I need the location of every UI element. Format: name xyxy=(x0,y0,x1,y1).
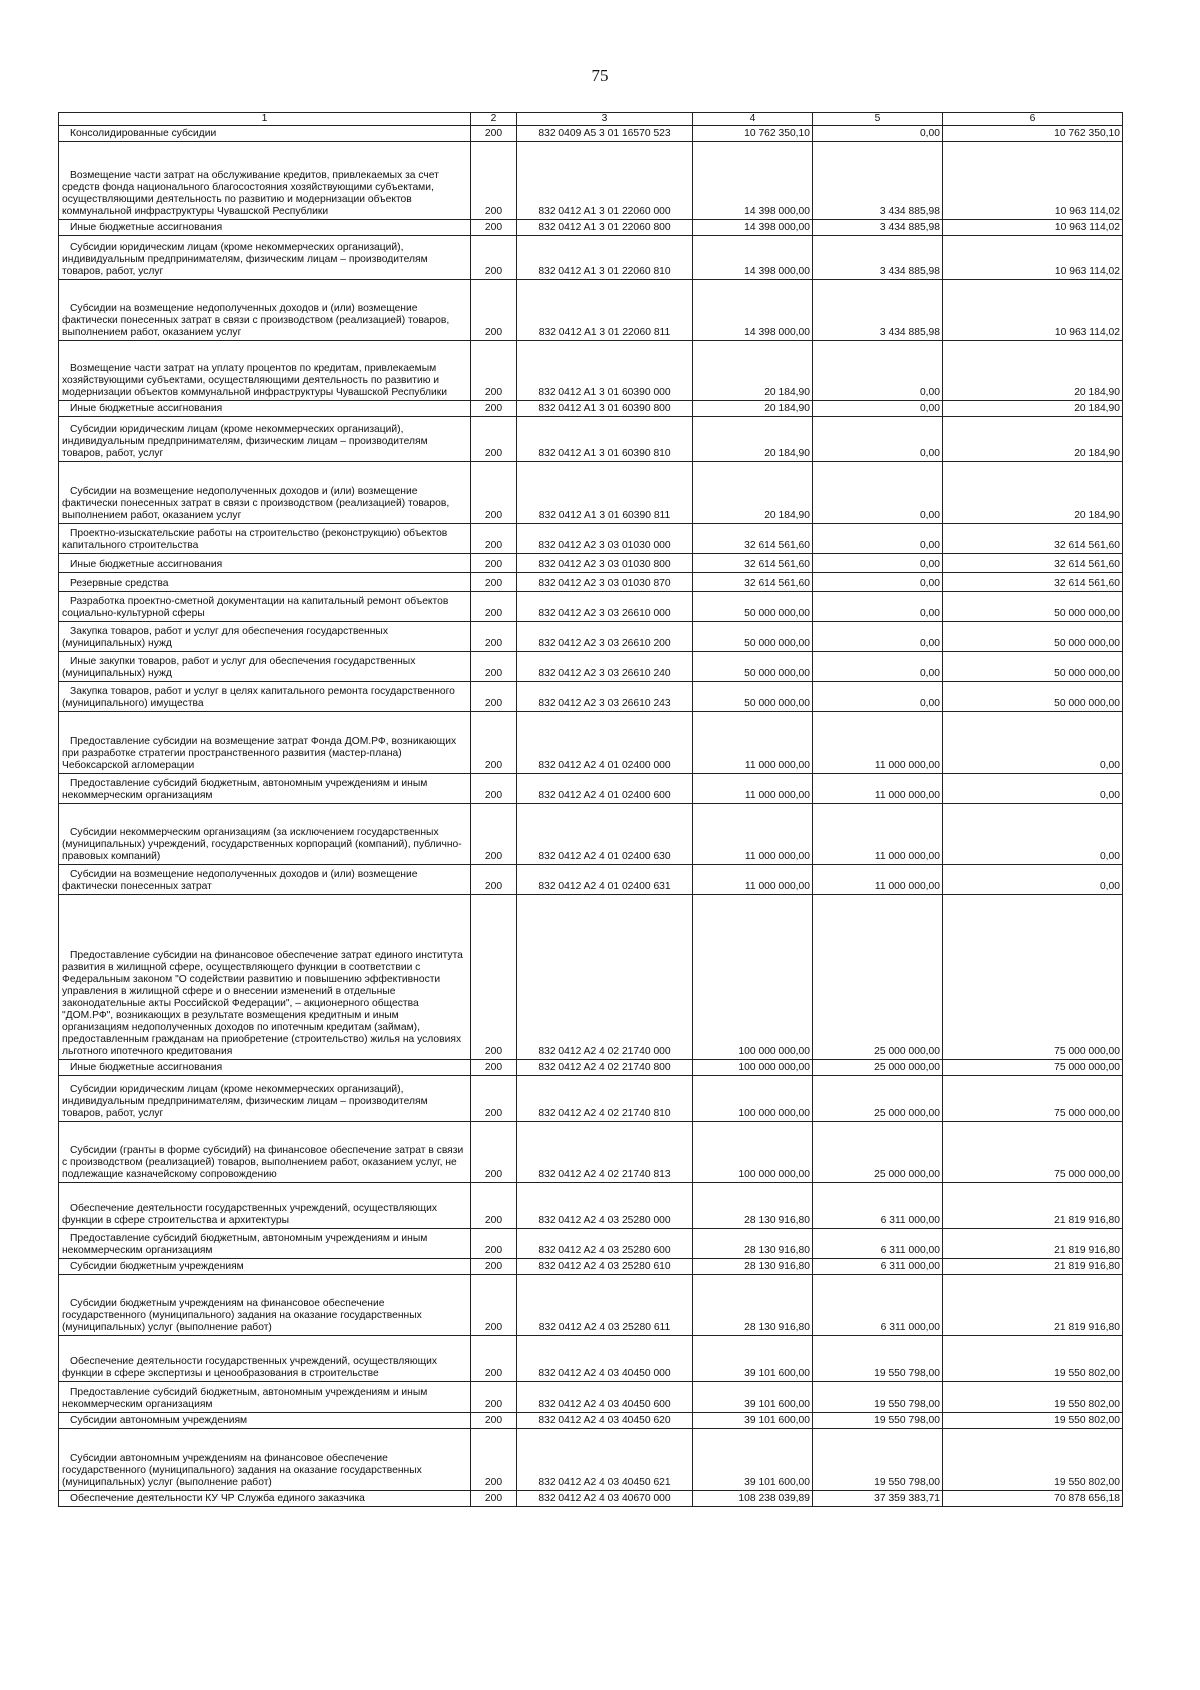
row-name-text: Предоставление субсидий бюджетным, автономным учреждениям и иным некоммерческим организациям xyxy=(62,1233,428,1256)
row-name-text: Консолидированные субсидии xyxy=(70,128,217,139)
row-value-col5: 25 000 000,00 xyxy=(813,895,943,1060)
row-name-cell xyxy=(59,774,471,804)
row-ved-cell: 200 xyxy=(471,774,517,804)
row-value-col5: 25 000 000,00 xyxy=(813,1122,943,1183)
row-value-col5: 37 359 383,71 xyxy=(813,1491,943,1507)
row-ved-cell: 200 xyxy=(471,1229,517,1259)
row-ved-cell: 200 xyxy=(471,1076,517,1122)
row-code-cell: 832 0412 A2 4 03 25280 000 xyxy=(517,1183,693,1229)
row-value-col4: 32 614 561,60 xyxy=(693,524,813,554)
row-name-cell xyxy=(59,401,471,417)
row-value-col6: 20 184,90 xyxy=(943,462,1123,524)
row-code-cell: 832 0412 A2 3 03 01030 800 xyxy=(517,554,693,573)
row-value-col5: 0,00 xyxy=(813,592,943,622)
row-value-col4: 28 130 916,80 xyxy=(693,1183,813,1229)
row-value-col4: 32 614 561,60 xyxy=(693,554,813,573)
row-name-text: Возмещение части затрат на уплату процентов по кредитам, привлекаемым хозяйствующими субъектами, осуществляющими деятельность по развитию и модернизации объектов коммунальной инфраструктуры Чувашской Республики xyxy=(62,363,447,398)
row-name-cell xyxy=(59,804,471,865)
row-value-col6: 10 762 350,10 xyxy=(943,126,1123,142)
row-value-col4: 50 000 000,00 xyxy=(693,652,813,682)
row-value-col6: 0,00 xyxy=(943,774,1123,804)
row-code-cell: 832 0412 A2 4 03 40450 000 xyxy=(517,1336,693,1382)
row-value-col5: 0,00 xyxy=(813,524,943,554)
table-row xyxy=(59,1491,1123,1507)
row-value-col6: 75 000 000,00 xyxy=(943,1060,1123,1076)
row-ved-cell: 200 xyxy=(471,280,517,341)
row-name-cell xyxy=(59,1336,471,1382)
row-value-col6: 32 614 561,60 xyxy=(943,573,1123,592)
row-ved-cell: 200 xyxy=(471,1429,517,1491)
row-code-cell: 832 0412 A2 3 03 26610 240 xyxy=(517,652,693,682)
row-value-col5: 0,00 xyxy=(813,554,943,573)
row-name-cell xyxy=(59,1060,471,1076)
row-value-col6: 0,00 xyxy=(943,804,1123,865)
row-ved-cell: 200 xyxy=(471,401,517,417)
column-header: 3 xyxy=(517,113,693,126)
row-code-cell: 832 0412 A2 4 03 40670 000 xyxy=(517,1491,693,1507)
row-name-cell xyxy=(59,573,471,592)
row-value-col6: 50 000 000,00 xyxy=(943,622,1123,652)
table-row xyxy=(59,1076,1123,1122)
row-ved-cell: 200 xyxy=(471,1259,517,1275)
row-name-text: Возмещение части затрат на обслуживание кредитов, привлекаемых за счет средств фонда национального благосостояния хозяйствующими субъектами, осуществляющими деятельность по развитию и модернизации объектов коммунальной инфраструктуры Чувашской Республики xyxy=(62,170,439,217)
row-value-col6: 21 819 916,80 xyxy=(943,1259,1123,1275)
table-row xyxy=(59,774,1123,804)
row-name-cell xyxy=(59,895,471,1060)
row-value-col6: 10 963 114,02 xyxy=(943,236,1123,280)
row-value-col4: 20 184,90 xyxy=(693,341,813,401)
row-value-col6: 50 000 000,00 xyxy=(943,592,1123,622)
row-value-col6: 0,00 xyxy=(943,865,1123,895)
row-code-cell: 832 0412 A2 3 03 01030 870 xyxy=(517,573,693,592)
row-value-col6: 75 000 000,00 xyxy=(943,1122,1123,1183)
row-ved-cell: 200 xyxy=(471,1122,517,1183)
row-value-col6: 75 000 000,00 xyxy=(943,1076,1123,1122)
row-code-cell: 832 0412 A2 3 03 26610 200 xyxy=(517,622,693,652)
row-value-col4: 11 000 000,00 xyxy=(693,774,813,804)
row-value-col5: 0,00 xyxy=(813,622,943,652)
row-name-text: Субсидии бюджетным учреждениям на финансовое обеспечение государственного (муниципального) задания на оказание государственных (муниципальных) услуг (выполнение работ) xyxy=(62,1298,422,1333)
row-value-col5: 0,00 xyxy=(813,573,943,592)
table-row xyxy=(59,554,1123,573)
row-name-text: Субсидии юридическим лицам (кроме некоммерческих организаций), индивидуальным предпринимателям, физическим лицам – производителям товаров, работ, услуг xyxy=(62,1084,428,1119)
table-row xyxy=(59,682,1123,712)
row-name-cell xyxy=(59,554,471,573)
row-value-col5: 6 311 000,00 xyxy=(813,1229,943,1259)
row-value-col5: 0,00 xyxy=(813,417,943,462)
row-name-cell xyxy=(59,341,471,401)
row-value-col5: 0,00 xyxy=(813,401,943,417)
row-ved-cell: 200 xyxy=(471,220,517,236)
row-value-col4: 14 398 000,00 xyxy=(693,280,813,341)
row-name-text: Субсидии некоммерческим организациям (за исключением государственных (муниципальных) учреждений, государственных корпораций (компаний), публично-правовых компаний) xyxy=(62,827,462,862)
row-value-col4: 20 184,90 xyxy=(693,462,813,524)
row-code-cell: 832 0412 A2 4 03 40450 621 xyxy=(517,1429,693,1491)
row-name-cell xyxy=(59,142,471,220)
row-value-col6: 32 614 561,60 xyxy=(943,524,1123,554)
row-name-cell xyxy=(59,1122,471,1183)
table-row xyxy=(59,1259,1123,1275)
row-value-col4: 100 000 000,00 xyxy=(693,1076,813,1122)
row-value-col4: 14 398 000,00 xyxy=(693,220,813,236)
page-number: 75 xyxy=(591,66,609,85)
table-row xyxy=(59,280,1123,341)
row-name-cell xyxy=(59,524,471,554)
row-value-col4: 100 000 000,00 xyxy=(693,1060,813,1076)
row-name-text: Предоставление субсидии на возмещение затрат Фонда ДОМ.РФ, возникающих при разработке стратегии пространственного развития (мастер-плана) Чебоксарской агломерации xyxy=(62,736,457,771)
row-value-col6: 21 819 916,80 xyxy=(943,1183,1123,1229)
table-row xyxy=(59,1413,1123,1429)
row-code-cell: 832 0412 A1 3 01 60390 811 xyxy=(517,462,693,524)
row-value-col5: 0,00 xyxy=(813,341,943,401)
table-row xyxy=(59,652,1123,682)
row-value-col6: 21 819 916,80 xyxy=(943,1229,1123,1259)
row-code-cell: 832 0412 A2 4 03 25280 611 xyxy=(517,1275,693,1336)
row-value-col6: 10 963 114,02 xyxy=(943,280,1123,341)
row-ved-cell: 200 xyxy=(471,524,517,554)
row-code-cell: 832 0412 A1 3 01 22060 800 xyxy=(517,220,693,236)
row-code-cell: 832 0409 A5 3 01 16570 523 xyxy=(517,126,693,142)
table-body xyxy=(59,126,1123,1507)
row-ved-cell: 200 xyxy=(471,462,517,524)
row-value-col6: 0,00 xyxy=(943,712,1123,774)
table-row xyxy=(59,592,1123,622)
table-row xyxy=(59,1429,1123,1491)
row-name-cell xyxy=(59,652,471,682)
row-value-col4: 39 101 600,00 xyxy=(693,1413,813,1429)
row-value-col5: 3 434 885,98 xyxy=(813,142,943,220)
row-name-text: Обеспечение деятельности КУ ЧР Служба единого заказчика xyxy=(70,1493,365,1504)
row-name-text: Субсидии бюджетным учреждениям xyxy=(70,1261,244,1272)
row-value-col5: 11 000 000,00 xyxy=(813,712,943,774)
row-value-col4: 50 000 000,00 xyxy=(693,682,813,712)
row-name-cell xyxy=(59,417,471,462)
row-name-text: Субсидии автономным учреждениям xyxy=(70,1415,248,1426)
row-value-col5: 25 000 000,00 xyxy=(813,1076,943,1122)
row-value-col4: 50 000 000,00 xyxy=(693,622,813,652)
row-ved-cell: 200 xyxy=(471,573,517,592)
row-name-cell xyxy=(59,1491,471,1507)
row-code-cell: 832 0412 A1 3 01 22060 811 xyxy=(517,280,693,341)
table-row xyxy=(59,1060,1123,1076)
row-value-col6: 50 000 000,00 xyxy=(943,652,1123,682)
table-row xyxy=(59,341,1123,401)
row-value-col6: 19 550 802,00 xyxy=(943,1429,1123,1491)
table-row xyxy=(59,573,1123,592)
row-name-text: Иные бюджетные ассигнования xyxy=(70,403,223,414)
table-row xyxy=(59,220,1123,236)
row-name-cell xyxy=(59,236,471,280)
row-ved-cell: 200 xyxy=(471,652,517,682)
row-value-col4: 32 614 561,60 xyxy=(693,573,813,592)
table-row xyxy=(59,1183,1123,1229)
row-value-col4: 28 130 916,80 xyxy=(693,1229,813,1259)
row-value-col6: 20 184,90 xyxy=(943,417,1123,462)
row-ved-cell: 200 xyxy=(471,895,517,1060)
row-ved-cell: 200 xyxy=(471,1275,517,1336)
row-value-col4: 100 000 000,00 xyxy=(693,895,813,1060)
table-row xyxy=(59,1336,1123,1382)
table-row xyxy=(59,126,1123,142)
row-name-text: Субсидии юридическим лицам (кроме некоммерческих организаций), индивидуальным предпринимателям, физическим лицам – производителям товаров, работ, услуг xyxy=(62,242,428,277)
column-header: 1 xyxy=(59,113,471,126)
row-code-cell: 832 0412 A2 3 03 26610 243 xyxy=(517,682,693,712)
row-ved-cell: 200 xyxy=(471,1491,517,1507)
row-ved-cell: 200 xyxy=(471,682,517,712)
table-header-row xyxy=(59,113,1123,126)
row-code-cell: 832 0412 A2 3 03 01030 000 xyxy=(517,524,693,554)
row-code-cell: 832 0412 A2 4 01 02400 630 xyxy=(517,804,693,865)
row-name-text: Резервные средства xyxy=(70,578,169,589)
row-value-col4: 20 184,90 xyxy=(693,417,813,462)
table-row xyxy=(59,417,1123,462)
row-ved-cell: 200 xyxy=(471,592,517,622)
row-name-cell xyxy=(59,1259,471,1275)
row-value-col5: 0,00 xyxy=(813,462,943,524)
row-value-col6: 19 550 802,00 xyxy=(943,1382,1123,1413)
row-code-cell: 832 0412 A1 3 01 60390 810 xyxy=(517,417,693,462)
row-value-col4: 11 000 000,00 xyxy=(693,865,813,895)
row-name-text: Субсидии на возмещение недополученных доходов и (или) возмещение фактически понесенных затрат xyxy=(62,869,418,892)
row-ved-cell: 200 xyxy=(471,417,517,462)
row-name-cell xyxy=(59,280,471,341)
row-name-cell xyxy=(59,1229,471,1259)
row-name-text: Обеспечение деятельности государственных учреждений, осуществляющих функции в сфере строительства и архитектуры xyxy=(62,1203,437,1226)
row-value-col4: 39 101 600,00 xyxy=(693,1429,813,1491)
row-value-col6: 19 550 802,00 xyxy=(943,1336,1123,1382)
row-value-col6: 50 000 000,00 xyxy=(943,682,1123,712)
row-name-cell xyxy=(59,1429,471,1491)
row-value-col5: 6 311 000,00 xyxy=(813,1259,943,1275)
row-name-text: Субсидии на возмещение недополученных доходов и (или) возмещение фактически понесенных затрат в связи с производством (реализацией) товаров, выполнением работ, оказанием услуг xyxy=(62,303,450,338)
table-row xyxy=(59,804,1123,865)
row-name-text: Иные закупки товаров, работ и услуг для обеспечения государственных (муниципальных) нужд xyxy=(62,656,416,679)
row-value-col6: 21 819 916,80 xyxy=(943,1275,1123,1336)
row-value-col5: 11 000 000,00 xyxy=(813,774,943,804)
row-name-cell xyxy=(59,1382,471,1413)
row-name-text: Иные бюджетные ассигнования xyxy=(70,222,223,233)
row-name-cell xyxy=(59,592,471,622)
row-name-cell xyxy=(59,462,471,524)
row-value-col4: 108 238 039,89 xyxy=(693,1491,813,1507)
row-value-col5: 3 434 885,98 xyxy=(813,280,943,341)
row-value-col5: 0,00 xyxy=(813,126,943,142)
row-ved-cell: 200 xyxy=(471,1060,517,1076)
row-name-cell xyxy=(59,126,471,142)
row-value-col6: 20 184,90 xyxy=(943,341,1123,401)
table-row xyxy=(59,622,1123,652)
table-row xyxy=(59,712,1123,774)
row-code-cell: 832 0412 A2 4 02 21740 000 xyxy=(517,895,693,1060)
row-value-col4: 100 000 000,00 xyxy=(693,1122,813,1183)
row-code-cell: 832 0412 A1 3 01 22060 810 xyxy=(517,236,693,280)
table-row xyxy=(59,865,1123,895)
row-name-cell xyxy=(59,220,471,236)
table-row xyxy=(59,236,1123,280)
row-value-col5: 3 434 885,98 xyxy=(813,220,943,236)
row-ved-cell: 200 xyxy=(471,865,517,895)
row-name-text: Предоставление субсидий бюджетным, автономным учреждениям и иным некоммерческим организациям xyxy=(62,778,428,801)
row-value-col5: 6 311 000,00 xyxy=(813,1275,943,1336)
row-name-cell xyxy=(59,1275,471,1336)
row-name-text: Субсидии юридическим лицам (кроме некоммерческих организаций), индивидуальным предпринимателям, физическим лицам – производителям товаров, работ, услуг xyxy=(62,424,428,459)
budget-table xyxy=(58,112,1123,1507)
row-value-col5: 19 550 798,00 xyxy=(813,1413,943,1429)
row-code-cell: 832 0412 A2 4 02 21740 810 xyxy=(517,1076,693,1122)
row-name-text: Разработка проектно-сметной документации на капитальный ремонт объектов социально-культурной сферы xyxy=(62,596,449,619)
table-row xyxy=(59,142,1123,220)
row-ved-cell: 200 xyxy=(471,712,517,774)
row-value-col6: 20 184,90 xyxy=(943,401,1123,417)
row-code-cell: 832 0412 A2 4 02 21740 813 xyxy=(517,1122,693,1183)
row-ved-cell: 200 xyxy=(471,236,517,280)
row-value-col4: 10 762 350,10 xyxy=(693,126,813,142)
row-value-col5: 6 311 000,00 xyxy=(813,1183,943,1229)
column-header: 6 xyxy=(943,113,1123,126)
row-value-col6: 10 963 114,02 xyxy=(943,220,1123,236)
table-row xyxy=(59,895,1123,1060)
row-code-cell: 832 0412 A2 3 03 26610 000 xyxy=(517,592,693,622)
row-code-cell: 832 0412 A2 4 03 40450 600 xyxy=(517,1382,693,1413)
row-name-text: Субсидии на возмещение недополученных доходов и (или) возмещение фактически понесенных затрат в связи с производством (реализацией) товаров, выполнением работ, оказанием услуг xyxy=(62,486,450,521)
row-name-cell xyxy=(59,1413,471,1429)
row-value-col5: 11 000 000,00 xyxy=(813,804,943,865)
row-value-col5: 19 550 798,00 xyxy=(813,1336,943,1382)
row-ved-cell: 200 xyxy=(471,126,517,142)
column-header: 2 xyxy=(471,113,517,126)
row-ved-cell: 200 xyxy=(471,1382,517,1413)
row-ved-cell: 200 xyxy=(471,142,517,220)
column-header: 5 xyxy=(813,113,943,126)
row-value-col6: 70 878 656,18 xyxy=(943,1491,1123,1507)
row-name-text: Субсидии (гранты в форме субсидий) на финансовое обеспечение затрат в связи с производством (реализацией) товаров, выполнением работ, оказанием услуг, не подлежащие казначейскому сопровождению xyxy=(62,1145,464,1180)
row-name-cell xyxy=(59,622,471,652)
row-value-col5: 0,00 xyxy=(813,652,943,682)
table-row xyxy=(59,1382,1123,1413)
row-value-col5: 19 550 798,00 xyxy=(813,1429,943,1491)
row-value-col5: 19 550 798,00 xyxy=(813,1382,943,1413)
row-ved-cell: 200 xyxy=(471,1413,517,1429)
row-ved-cell: 200 xyxy=(471,1336,517,1382)
row-code-cell: 832 0412 A1 3 01 60390 800 xyxy=(517,401,693,417)
row-name-text: Закупка товаров, работ и услуг в целях капитального ремонта государственного (муниципального) имущества xyxy=(62,686,455,709)
row-name-cell xyxy=(59,712,471,774)
table-row xyxy=(59,1122,1123,1183)
row-code-cell: 832 0412 A2 4 03 25280 610 xyxy=(517,1259,693,1275)
row-value-col4: 11 000 000,00 xyxy=(693,712,813,774)
row-code-cell: 832 0412 A2 4 03 40450 620 xyxy=(517,1413,693,1429)
row-value-col6: 75 000 000,00 xyxy=(943,895,1123,1060)
row-name-cell xyxy=(59,682,471,712)
table-row xyxy=(59,1229,1123,1259)
row-ved-cell: 200 xyxy=(471,1183,517,1229)
row-value-col4: 11 000 000,00 xyxy=(693,804,813,865)
row-value-col6: 10 963 114,02 xyxy=(943,142,1123,220)
row-value-col6: 32 614 561,60 xyxy=(943,554,1123,573)
row-name-text: Обеспечение деятельности государственных учреждений, осуществляющих функции в сфере экспертизы и ценообразования в строительстве xyxy=(62,1356,437,1379)
row-name-text: Иные бюджетные ассигнования xyxy=(70,1062,223,1073)
row-ved-cell: 200 xyxy=(471,804,517,865)
row-value-col4: 14 398 000,00 xyxy=(693,142,813,220)
row-value-col4: 20 184,90 xyxy=(693,401,813,417)
table-row xyxy=(59,524,1123,554)
row-name-cell xyxy=(59,1183,471,1229)
row-code-cell: 832 0412 A2 4 01 02400 000 xyxy=(517,712,693,774)
column-header: 4 xyxy=(693,113,813,126)
row-name-text: Закупка товаров, работ и услуг для обеспечения государственных (муниципальных) нужд xyxy=(62,626,388,649)
row-value-col4: 28 130 916,80 xyxy=(693,1259,813,1275)
row-name-text: Предоставление субсидии на финансовое обеспечение затрат единого института развития в жилищной сфере, осуществляющего функции в соответствии с Федеральным законом "О содействии развитию и повышению эффективности управления в жилищной сфере и о внесении изменений в отдельные законодательные акты Российской Федерации", – акционерного общества "ДОМ.РФ", возникающих в результате возмещения кредитным и иным организациям недополученных доходов по ипотечным кредитам (займам), предоставленным гражданам на приобретение (строительство) жилья на условиях льготного ипотечного кредитования xyxy=(62,950,463,1057)
row-name-text: Субсидии автономным учреждениям на финансовое обеспечение государственного (муниципального) задания на оказание государственных (муниципальных) услуг (выполнение работ) xyxy=(62,1453,422,1488)
row-value-col4: 14 398 000,00 xyxy=(693,236,813,280)
row-name-cell xyxy=(59,865,471,895)
row-ved-cell: 200 xyxy=(471,622,517,652)
row-name-text: Предоставление субсидий бюджетным, автономным учреждениям и иным некоммерческим организациям xyxy=(62,1387,428,1410)
row-ved-cell: 200 xyxy=(471,341,517,401)
table-row xyxy=(59,1275,1123,1336)
row-name-cell xyxy=(59,1076,471,1122)
row-value-col6: 19 550 802,00 xyxy=(943,1413,1123,1429)
row-code-cell: 832 0412 A2 4 03 25280 600 xyxy=(517,1229,693,1259)
row-code-cell: 832 0412 A1 3 01 22060 000 xyxy=(517,142,693,220)
row-value-col5: 11 000 000,00 xyxy=(813,865,943,895)
row-value-col4: 39 101 600,00 xyxy=(693,1382,813,1413)
row-ved-cell: 200 xyxy=(471,554,517,573)
row-value-col5: 0,00 xyxy=(813,682,943,712)
row-code-cell: 832 0412 A2 4 02 21740 800 xyxy=(517,1060,693,1076)
row-name-text: Проектно-изыскательские работы на строительство (реконструкцию) объектов капитального строительства xyxy=(62,528,448,551)
row-value-col4: 39 101 600,00 xyxy=(693,1336,813,1382)
row-name-text: Иные бюджетные ассигнования xyxy=(70,559,223,570)
row-code-cell: 832 0412 A2 4 01 02400 631 xyxy=(517,865,693,895)
row-value-col4: 50 000 000,00 xyxy=(693,592,813,622)
row-code-cell: 832 0412 A1 3 01 60390 000 xyxy=(517,341,693,401)
row-value-col5: 3 434 885,98 xyxy=(813,236,943,280)
table-row xyxy=(59,462,1123,524)
row-value-col4: 28 130 916,80 xyxy=(693,1275,813,1336)
table-row xyxy=(59,401,1123,417)
row-code-cell: 832 0412 A2 4 01 02400 600 xyxy=(517,774,693,804)
row-value-col5: 25 000 000,00 xyxy=(813,1060,943,1076)
